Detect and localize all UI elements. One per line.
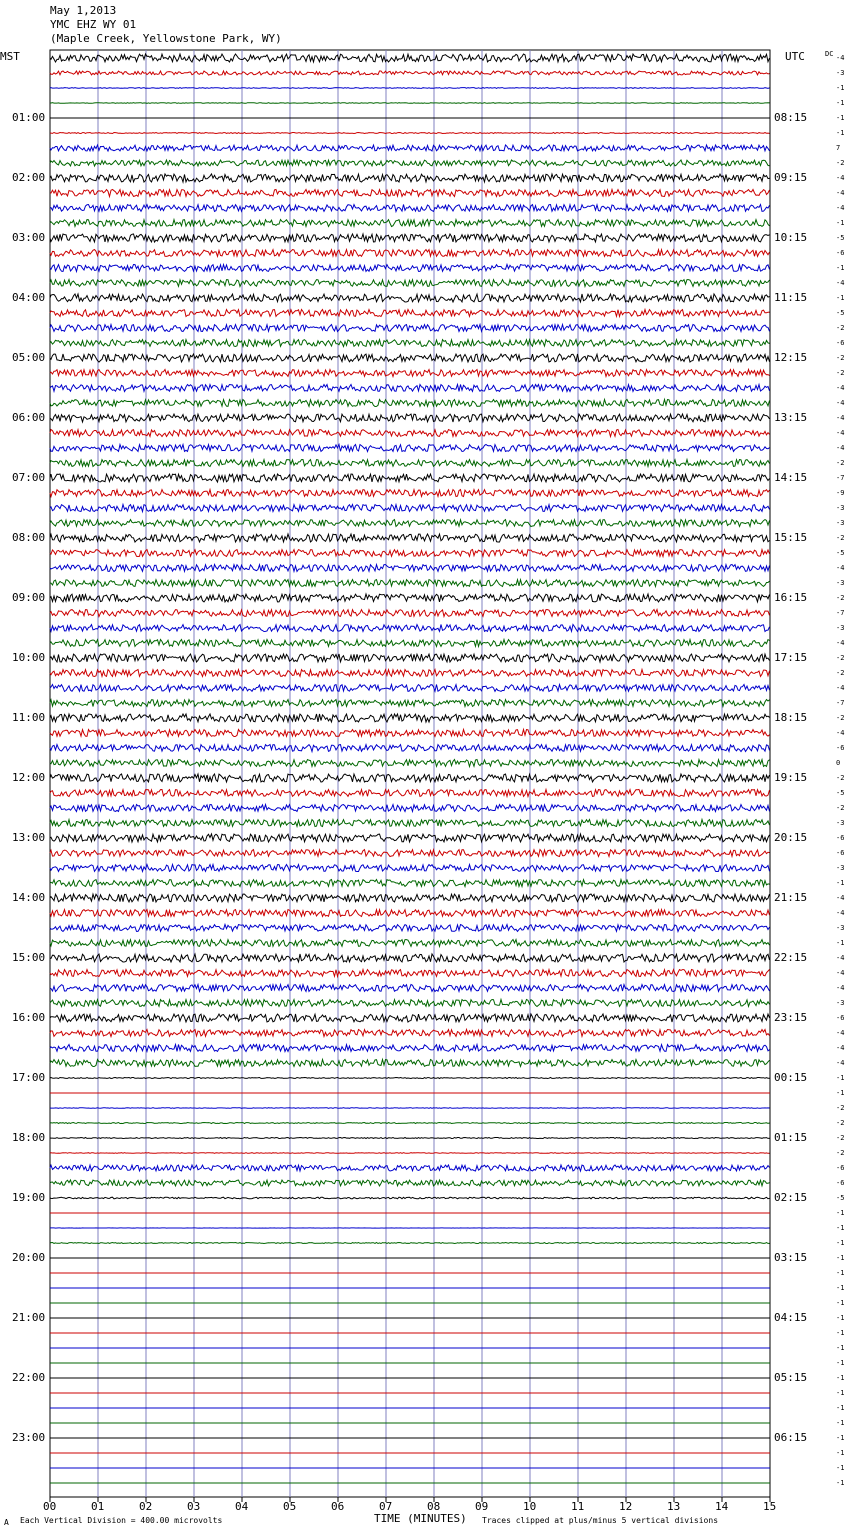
trace-row [50,250,770,257]
trace-row [50,1153,770,1154]
trace-row [50,670,770,677]
trace-row [50,1243,770,1244]
utc-hour-label: 12:15 [774,351,808,364]
mst-hour-label: 16:00 [12,1011,46,1024]
trace-row [50,805,770,812]
trace-row [50,1108,770,1109]
mst-hour-label: 09:00 [12,591,46,604]
trace-row [50,985,770,992]
mst-hour-label: 02:00 [12,171,46,184]
dc-offset-label: -4 [836,984,845,992]
utc-hour-label: 05:15 [774,1371,808,1384]
scale-text: Each Vertical Division = 400.00 microvolts [20,1516,223,1525]
dc-offset-label: -4 [836,54,845,62]
dc-offset-label: -1 [836,1464,845,1472]
mst-hour-label: 23:00 [12,1431,46,1444]
mst-hour-label: 22:00 [12,1371,46,1384]
dc-offset-label: -2 [836,774,845,782]
mst-hour-label: 18:00 [12,1131,46,1144]
dc-offset-label: -4 [836,894,845,902]
dc-offset-label: -4 [836,384,845,392]
dc-offset-label: -1 [836,1209,845,1217]
trace-row [50,294,770,302]
trace-row [50,550,770,557]
dc-offset-label: -5 [836,549,845,557]
dc-offset-label: -2 [836,354,845,362]
dc-offset-label: -4 [836,414,845,422]
dc-offset-label: -4 [836,444,845,452]
trace-row [50,520,770,527]
dc-offset-label: -1 [836,1329,845,1337]
dc-offset-label: -1 [836,1224,845,1232]
utc-hour-label: 04:15 [774,1311,808,1324]
x-tick-label: 15 [763,1500,777,1513]
trace-row [50,1123,770,1124]
dc-offset-label: -1 [836,1434,845,1442]
x-tick-label: 04 [235,1500,249,1513]
dc-offset-label: -4 [836,1029,845,1037]
dc-offset-label: -6 [836,834,845,842]
trace-row [50,1078,770,1079]
dc-offset-label: -1 [836,264,845,272]
chart-station: YMC EHZ WY 01 [50,18,137,31]
dc-offset-label: -2 [836,1119,845,1127]
trace-row [50,414,770,422]
dc-offset-label: -1 [836,99,845,107]
trace-row [50,865,770,872]
dc-offset-label: 0 [836,759,841,767]
dc-offset-label: -4 [836,204,845,212]
mst-hour-label: 19:00 [12,1191,46,1204]
trace-row [50,1180,770,1186]
dc-offset-label: -6 [836,744,845,752]
mst-hour-label: 08:00 [12,531,46,544]
utc-hour-label: 02:15 [774,1191,808,1204]
trace-row [50,160,770,166]
x-tick-label: 12 [619,1500,633,1513]
dc-offset-label: -4 [836,729,845,737]
trace-row [50,400,770,407]
x-tick-label: 09 [475,1500,489,1513]
trace-row [50,325,770,332]
dc-offset-label: -9 [836,489,845,497]
left-axis-label: MST [0,50,20,63]
dc-offset-label: -2 [836,1149,845,1157]
utc-hour-label: 08:15 [774,111,808,124]
trace-row [50,234,770,242]
x-tick-label: 08 [427,1500,441,1513]
trace-row [50,894,770,902]
dc-offset-label: -2 [836,669,845,677]
utc-hour-label: 14:15 [774,471,808,484]
dc-offset-label: -6 [836,249,845,257]
mst-hour-label: 15:00 [12,951,46,964]
dc-offset-label: -4 [836,189,845,197]
dc-offset-label: -1 [836,1074,845,1082]
dc-offset-label: -6 [836,849,845,857]
trace-row [50,730,770,737]
dc-offset-label: -1 [836,1089,845,1097]
plot-frame [50,50,770,1497]
dc-offset-label: -5 [836,1194,845,1202]
x-tick-label: 13 [667,1500,681,1513]
dc-offset-label: -2 [836,534,845,542]
x-tick-label: 01 [91,1500,105,1513]
trace-row [50,190,770,197]
x-tick-label: 03 [187,1500,201,1513]
trace-row [50,505,770,512]
trace-row [50,534,770,542]
scale-mark: A [4,1518,9,1527]
trace-row [50,1060,770,1067]
trace-row [50,940,770,947]
dc-offset-label: -1 [836,1254,845,1262]
dc-offset-label: -1 [836,1419,845,1427]
utc-hour-label: 22:15 [774,951,808,964]
dc-offset-label: -3 [836,819,845,827]
utc-hour-label: 09:15 [774,171,808,184]
x-tick-label: 10 [523,1500,537,1513]
trace-row [50,820,770,827]
trace-row [50,340,770,347]
utc-hour-label: 01:15 [774,1131,808,1144]
trace-row [50,565,770,572]
dc-offset-label: -1 [836,84,845,92]
dc-offset-label: -1 [836,1299,845,1307]
dc-offset-label: -6 [836,339,845,347]
dc-offset-label: -4 [836,684,845,692]
trace-row [50,460,770,467]
dc-offset-label: -1 [836,1239,845,1247]
utc-hour-label: 03:15 [774,1251,808,1264]
dc-offset-label: -2 [836,714,845,722]
trace-row [50,354,770,362]
trace-row [50,310,770,317]
trace-row [50,1045,770,1052]
dc-offset-label: -4 [836,954,845,962]
mst-hour-label: 21:00 [12,1311,46,1324]
trace-row [50,714,770,722]
mst-hour-label: 17:00 [12,1071,46,1084]
trace-row [50,594,770,602]
trace-row [50,580,770,587]
dc-offset-label: -4 [836,399,845,407]
dc-offset-label: -4 [836,429,845,437]
trace-row [50,1014,770,1022]
trace-row [50,174,770,182]
x-tick-label: 05 [283,1500,297,1513]
utc-hour-label: 13:15 [774,411,808,424]
dc-offset-label: -2 [836,369,845,377]
trace-row [50,370,770,377]
dc-offset-label: 7 [836,144,841,152]
dc-offset-label: -1 [836,1359,845,1367]
dc-offset-label: -4 [836,639,845,647]
dc-offset-label: -1 [836,1284,845,1292]
utc-hour-label: 15:15 [774,531,808,544]
mst-hour-label: 12:00 [12,771,46,784]
mst-hour-label: 20:00 [12,1251,46,1264]
dc-offset-label: -6 [836,1164,845,1172]
dc-offset-label: -2 [836,459,845,467]
dc-offset-label: -1 [836,1269,845,1277]
dc-offset-label: -5 [836,234,845,242]
trace-row [50,640,770,647]
dc-offset-label: -1 [836,1389,845,1397]
utc-hour-label: 10:15 [774,231,808,244]
right-axis-label: UTC [785,50,805,63]
dc-offset-label: -1 [836,114,845,122]
trace-row [50,774,770,782]
utc-hour-label: 06:15 [774,1431,808,1444]
trace-row [50,133,770,134]
dc-offset-label: -4 [836,279,845,287]
dc-offset-label: -4 [836,969,845,977]
dc-offset-label: -3 [836,69,845,77]
mst-hour-label: 04:00 [12,291,46,304]
x-tick-label: 02 [139,1500,153,1513]
dc-offset-label: -1 [836,1449,845,1457]
dc-offset-label: -1 [836,294,845,302]
utc-hour-label: 16:15 [774,591,808,604]
x-tick-label: 14 [715,1500,729,1513]
trace-row [50,625,770,632]
trace-row [50,834,770,842]
dc-offset-label: -1 [836,129,845,137]
trace-row [50,910,770,917]
trace-row [50,490,770,497]
dc-offset-label: -1 [836,219,845,227]
mst-hour-label: 10:00 [12,651,46,664]
trace-row [50,280,770,287]
mst-hour-label: 14:00 [12,891,46,904]
trace-row [50,970,770,977]
trace-row [50,474,770,482]
dc-offset-label: -7 [836,699,845,707]
trace-row [50,654,770,662]
trace-row [50,954,770,962]
chart-location: (Maple Creek, Yellowstone Park, WY) [50,32,282,45]
trace-row [50,760,770,767]
trace-row [50,220,770,227]
trace-row [50,1165,770,1171]
dc-offset-label: -2 [836,654,845,662]
trace-row [50,790,770,797]
dc-offset-label: -6 [836,1014,845,1022]
mst-hour-label: 11:00 [12,711,46,724]
trace-row [50,103,770,104]
dc-offset-label: -3 [836,999,845,1007]
mst-hour-label: 06:00 [12,411,46,424]
dc-offset-label: -7 [836,474,845,482]
dc-offset-label: -3 [836,924,845,932]
x-tick-label: 07 [379,1500,393,1513]
trace-row [50,54,770,62]
clip-note: Traces clipped at plus/minus 5 vertical divisions [482,1516,719,1525]
trace-row [50,205,770,212]
dc-offset-label: -2 [836,804,845,812]
x-axis-title: TIME (MINUTES) [374,1512,467,1525]
dc-offset-label: -1 [836,1344,845,1352]
dc-offset-label: -4 [836,564,845,572]
trace-row [50,850,770,857]
mst-hour-label: 03:00 [12,231,46,244]
dc-offset-label: -1 [836,1479,845,1487]
dc-offset-label: -1 [836,1374,845,1382]
mst-hour-label: 05:00 [12,351,46,364]
dc-offset-label: -2 [836,1134,845,1142]
dc-offset-label: -4 [836,909,845,917]
dc-offset-label: -5 [836,789,845,797]
dc-offset-label: -6 [836,1179,845,1187]
dc-offset-label: -3 [836,504,845,512]
dc-offset-label: -1 [836,1314,845,1322]
trace-row [50,430,770,437]
dc-offset-label: -2 [836,1104,845,1112]
utc-hour-label: 18:15 [774,711,808,724]
dc-offset-label: -3 [836,864,845,872]
trace-row [50,610,770,617]
utc-hour-label: 17:15 [774,651,808,664]
mst-hour-label: 13:00 [12,831,46,844]
dc-offset-label: -4 [836,1059,845,1067]
dc-offset-label: -1 [836,939,845,947]
chart-date: May 1,2013 [50,4,117,17]
trace-row [50,685,770,692]
dc-offset-label: -3 [836,519,845,527]
dc-offset-label: -2 [836,594,845,602]
trace-row [50,1138,770,1139]
x-tick-label: 00 [43,1500,57,1513]
dc-offset-label: -2 [836,159,845,167]
dc-offset-label: -1 [836,879,845,887]
dc-offset-label: -4 [836,1044,845,1052]
trace-row [50,445,770,452]
x-tick-label: 06 [331,1500,345,1513]
trace-row [50,265,770,272]
trace-row [50,1197,770,1199]
trace-row [50,71,770,75]
dc-offset-label: -3 [836,624,845,632]
trace-row [50,1030,770,1037]
dc-offset-label: -7 [836,609,845,617]
trace-row [50,385,770,392]
dc-offset-label: -3 [836,579,845,587]
trace-row [50,145,770,151]
mst-hour-label: 01:00 [12,111,46,124]
utc-hour-label: 23:15 [774,1011,808,1024]
trace-row [50,700,770,707]
trace-row [50,925,770,932]
trace-row [50,1000,770,1007]
utc-hour-label: 21:15 [774,891,808,904]
dc-offset-label: -5 [836,309,845,317]
utc-hour-label: 00:15 [774,1071,808,1084]
trace-row [50,880,770,887]
utc-hour-label: 19:15 [774,771,808,784]
mst-hour-label: 07:00 [12,471,46,484]
dc-offset-label: -4 [836,174,845,182]
trace-row [50,88,770,89]
dc-offset-label: -2 [836,324,845,332]
trace-row [50,745,770,752]
utc-hour-label: 20:15 [774,831,808,844]
dc-label: DC [825,50,834,58]
x-tick-label: 11 [571,1500,585,1513]
dc-offset-label: -1 [836,1404,845,1412]
utc-hour-label: 11:15 [774,291,808,304]
